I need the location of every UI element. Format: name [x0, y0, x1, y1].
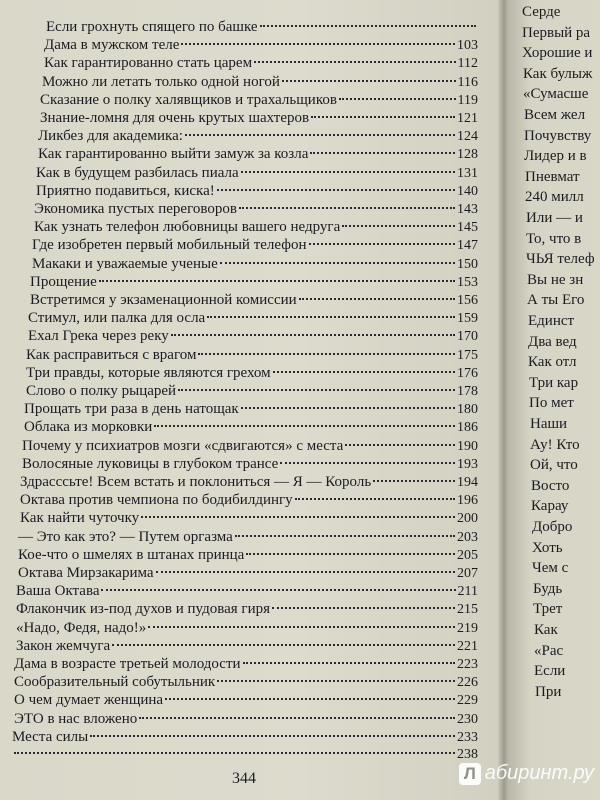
toc-entry-title: Ваша Октава: [16, 583, 100, 600]
toc-entry-page: 103: [457, 38, 478, 54]
right-page-line: Первый ра: [522, 24, 591, 41]
right-page-line: ЧЬЯ телеф: [526, 251, 595, 268]
toc-entry-title: Макаки и уважаемые ученые: [32, 255, 218, 272]
toc-entry: [14, 655, 478, 674]
toc-entry: [24, 418, 478, 437]
right-page-line: Как булыж: [523, 65, 593, 82]
toc-leader-dots: [272, 607, 455, 609]
toc-entry-title: «Надо, Федя, надо!»: [16, 619, 147, 636]
toc-leader-dots: [217, 680, 455, 682]
toc-leader-dots: [112, 644, 455, 646]
toc-entry-page: 186: [457, 420, 478, 436]
right-page-line: Трет: [533, 601, 563, 618]
toc-entry-page: 230: [457, 711, 478, 727]
toc-entry-title: Почему у психиатров мозги «сдвигаются» с места: [22, 437, 344, 454]
toc-entry: [32, 255, 478, 274]
right-page-line: Вы не зн: [527, 271, 584, 288]
toc-entry-title: О чем думает женщина: [14, 692, 164, 709]
toc-leader-dots: [154, 425, 455, 427]
toc-entry: [34, 200, 478, 219]
toc-entry: [44, 36, 478, 55]
right-page-line: Почувству: [524, 127, 592, 144]
toc-entry-title: Волосяные луковицы в глубоком трансе: [22, 455, 279, 472]
toc-entry-page: 219: [457, 620, 478, 636]
right-page-line: 240 милл: [525, 189, 584, 206]
toc-entry-page: 156: [457, 293, 478, 308]
toc-entry-page: 128: [457, 147, 478, 163]
right-page-line: Хоть: [532, 539, 563, 556]
toc-entry-page: 124: [457, 129, 478, 145]
toc-leader-dots: [141, 516, 455, 518]
toc-entry: [26, 382, 478, 401]
right-page-line: «Рас: [534, 642, 564, 659]
toc-entry-title: Экономика пустых переговоров: [34, 201, 237, 217]
right-page-line: При: [535, 683, 562, 700]
right-page-line: А ты Его: [527, 292, 585, 309]
right-page-line: Три кар: [529, 374, 579, 391]
toc-entry-title: Закон жемчуга: [16, 637, 111, 654]
toc-entry: [40, 91, 478, 110]
toc-entry: [38, 127, 478, 146]
toc-leader-dots: [299, 298, 455, 300]
page-number: 344: [232, 770, 256, 787]
toc-entry: [28, 309, 478, 328]
toc-entry-title: Как расправиться с врагом: [26, 346, 197, 363]
toc-entry-page: 229: [457, 693, 478, 709]
toc-leader-dots: [185, 134, 455, 136]
right-page-line: Будь: [533, 580, 563, 597]
right-page-line: Как: [534, 622, 558, 638]
toc-entry-page: 119: [457, 92, 478, 108]
toc-entry-title: Три правды, которые являются грехом: [26, 364, 271, 381]
toc-entry-page: 176: [457, 365, 478, 381]
toc-entry: [42, 73, 478, 92]
right-page-line: По мет: [529, 395, 574, 412]
toc-entry-title: — Это как это? — Путем оргазма: [18, 528, 233, 545]
toc-leader-dots: [101, 589, 455, 591]
toc-entry: [30, 273, 478, 292]
toc-entry: [26, 346, 478, 365]
toc-leader-dots: [260, 25, 476, 27]
toc-entry: [18, 528, 478, 547]
toc-entry-title: Как узнать телефон любовницы вашего недруга: [34, 219, 341, 236]
toc-entry-page: 121: [457, 111, 478, 126]
toc-entry: [16, 637, 478, 656]
right-page-line: Ау! Кто: [530, 436, 580, 453]
toc-entry: [16, 600, 478, 619]
toc-entry-title: Облака из морковки: [24, 419, 153, 436]
toc-leader-dots: [14, 752, 455, 754]
toc-entry-page: 194: [457, 475, 478, 490]
toc-entry-page: 193: [457, 456, 478, 472]
toc-entry: [32, 236, 478, 255]
toc-leader-dots: [254, 61, 455, 63]
toc-entry-title: ЭТО в нас вложено: [14, 710, 138, 727]
toc-entry-page: 170: [457, 329, 478, 345]
toc-entry-page: 196: [457, 493, 478, 509]
toc-entry-page: 203: [457, 529, 478, 545]
toc-entry-title: Где изобретен первый мобильный телефон: [32, 237, 307, 254]
toc-entry-title: Встретимся у экзаменационной комиссии: [30, 292, 297, 308]
toc-leader-dots: [139, 717, 455, 719]
toc-entry-page: 221: [457, 638, 478, 654]
toc-entry: [46, 18, 478, 36]
toc-entry-page: 116: [457, 74, 478, 90]
toc-entry-title: Октава Мирзакарима: [18, 565, 154, 581]
toc-leader-dots: [311, 116, 455, 118]
toc-leader-dots: [148, 626, 455, 628]
toc-entry-page: 180: [457, 402, 478, 418]
toc-entry-page: 175: [457, 347, 478, 363]
toc-entry-page: 215: [457, 602, 478, 618]
toc-entry-title: Дама в мужском теле: [44, 37, 180, 54]
toc-entry-page: 233: [457, 729, 478, 745]
toc-entry-page: 145: [457, 220, 478, 236]
toc-entry-page: 159: [457, 311, 478, 327]
toc-leader-dots: [165, 698, 455, 700]
toc-entry: [38, 145, 478, 164]
toc-entry: [18, 546, 478, 565]
toc-leader-dots: [171, 334, 455, 336]
toc-entry: [36, 182, 478, 201]
toc-leader-dots: [99, 280, 455, 282]
toc-entry-title: Если грохнуть спящего по башке: [46, 19, 258, 35]
toc-leader-dots: [243, 662, 455, 664]
toc-leader-dots: [339, 98, 456, 100]
toc-entry-title: Октава против чемпиона по бодибилдингу: [20, 492, 293, 509]
right-page-line: Добро: [532, 519, 573, 535]
toc-entry-title: Прощать три раза в день натощак: [24, 401, 239, 418]
labirint-watermark: [459, 762, 594, 785]
toc-entry-title: Можно ли летать только одной ногой: [42, 73, 280, 90]
toc-entry: [36, 164, 478, 183]
toc-entry-title: Кое-что о шмелях в штанах принца: [18, 546, 245, 563]
toc-leader-dots: [295, 498, 455, 500]
toc-entry: [30, 291, 478, 310]
toc-entry-title: Знание-ломня для очень крутых шахтеров: [40, 110, 310, 126]
right-page-line: Серде: [522, 4, 561, 20]
toc-entry-title: Дама в возрасте третьей молодости: [14, 656, 241, 672]
right-page-line: Ой, что: [530, 457, 578, 474]
toc-leader-dots: [342, 225, 455, 227]
right-page-line: Карау: [531, 498, 569, 515]
right-page-edge: [508, 0, 600, 800]
toc-entry: [34, 218, 478, 237]
toc-leader-dots: [220, 262, 455, 264]
toc-entry-page: 226: [457, 675, 478, 691]
toc-leader-dots: [181, 43, 455, 45]
toc-entry: [20, 491, 478, 510]
labirint-logo-icon: Л: [459, 763, 481, 785]
right-page-line: Лидер и в: [524, 148, 587, 165]
toc-entry-title: Ехал Грека через реку: [28, 328, 169, 345]
toc-entry: [14, 710, 478, 729]
toc-entry-page: 211: [457, 584, 478, 600]
toc-entry: [18, 564, 478, 583]
toc-leader-dots: [178, 389, 455, 391]
toc-leader-dots: [156, 571, 455, 573]
right-page-line: «Сумасше: [523, 86, 589, 103]
toc-leader-dots: [239, 207, 455, 209]
toc-leader-dots: [373, 480, 455, 482]
toc-entry-title: Слово о полку рыцарей: [26, 383, 177, 399]
toc-entry-title: Как гарантированно выйти замуж за козла: [38, 146, 309, 163]
right-page-line: Восто: [531, 477, 570, 494]
toc-entry: [44, 54, 478, 73]
toc-leader-dots: [241, 407, 455, 409]
toc-entry-page: 200: [457, 511, 478, 527]
toc-entry: [20, 509, 478, 528]
toc-entry-title: Места силы: [12, 728, 89, 745]
toc-leader-dots: [198, 353, 455, 355]
right-page-line: Или — и: [526, 210, 583, 226]
toc-entry-page: 207: [457, 566, 478, 581]
toc-leader-dots: [246, 553, 455, 555]
toc-entry-page: 150: [457, 256, 478, 272]
right-page-line: То, что в: [526, 230, 582, 247]
toc-entry-title: Как гарантированно стать царем: [44, 55, 253, 72]
toc-leader-dots: [282, 80, 456, 82]
right-page-line: Если: [534, 663, 566, 680]
toc-entry-title: Как в будущем разбилась пиала: [36, 164, 239, 181]
toc-entry-page: 143: [457, 202, 478, 217]
toc-entry: [24, 400, 478, 419]
toc-leader-dots: [280, 462, 455, 464]
toc-leader-dots: [241, 171, 455, 173]
toc-entry: [28, 327, 478, 346]
toc-leader-dots: [273, 371, 455, 373]
toc-entry: [22, 455, 478, 474]
toc-entry-title: Как найти чуточку: [20, 510, 140, 527]
toc-leader-dots: [207, 316, 455, 318]
toc-entry-page: 153: [457, 274, 478, 290]
toc-leader-dots: [345, 444, 455, 446]
toc-entry-page: 131: [457, 165, 478, 181]
toc-entry-page: 223: [457, 657, 478, 672]
right-page-line: Хорошие и: [522, 45, 593, 62]
toc-entry-title: Сказание о полку халявщиков и трахальщиков: [40, 91, 337, 108]
toc-entry-page: 112: [457, 56, 478, 72]
toc-leader-dots: [235, 535, 455, 537]
right-page-line: Чем с: [532, 560, 569, 577]
toc-leader-dots: [90, 735, 455, 737]
toc-entry: [14, 691, 478, 710]
right-page-line: Два вед: [528, 333, 577, 350]
toc-entry-title: Стимул, или палка для осла: [28, 310, 206, 327]
toc-entry: [40, 109, 478, 128]
toc-entry-title: Сообразительный собутыльник: [14, 674, 216, 691]
toc-entry-page: 205: [457, 547, 478, 563]
toc-leader-dots: [309, 243, 456, 245]
toc-entry: [16, 619, 478, 638]
watermark-text: абиринт.ру: [484, 762, 594, 784]
right-page-line: Как отл: [528, 354, 577, 371]
toc-leader-dots: [217, 189, 455, 191]
toc-entry-page: 190: [457, 438, 478, 454]
toc-leader-dots: [310, 152, 455, 154]
toc-entry-title: Флакончик из-под духов и пудовая гиря: [16, 601, 270, 618]
toc-entry: [22, 437, 478, 456]
toc-entry-page: 140: [457, 183, 478, 199]
toc-entry: [12, 728, 478, 747]
toc-entry: [12, 746, 478, 764]
toc-entry: [16, 582, 478, 601]
toc-entry: [14, 673, 478, 692]
toc-entry: [20, 473, 478, 492]
toc-entry-title: Прощение: [30, 273, 97, 290]
toc-entry-title: Приятно подавиться, киска!: [36, 182, 215, 199]
toc-entry-title: Здрасссьте! Всем встать и поклониться — Я — Король: [20, 474, 372, 490]
right-page-line: Всем жел: [524, 107, 586, 123]
toc-entry: [26, 364, 478, 383]
toc-entry-page: 178: [457, 384, 478, 399]
toc-entry-page: 147: [457, 238, 478, 254]
toc-entry-page: 238: [457, 747, 478, 762]
right-page-line: Наши: [530, 416, 568, 432]
right-page-line: Единст: [528, 313, 575, 329]
right-page-line: Пневмат: [525, 168, 580, 185]
toc-entry-title: Ликбез для академика:: [38, 128, 183, 145]
